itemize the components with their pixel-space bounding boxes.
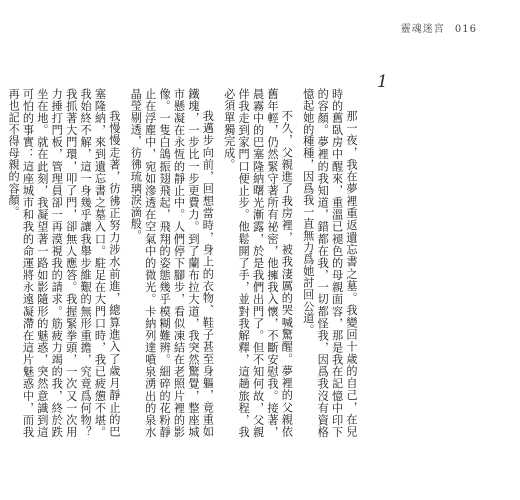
chapter-number: 1 (377, 72, 388, 92)
page-number: 016 (454, 24, 477, 35)
body-text (6, 88, 358, 438)
running-header (401, 20, 477, 35)
paragraph: 那一夜，我在夢裡重返遺忘書之墓。我變回十歲的自己，在兒時的舊臥房中醒來，重溫已褪色的母親面容，那是我在記憶中印下的容顏。夢裡的我知道，錯都在我，一切都怪我，因爲我沒有資格憶起她的種種，因爲我一直無力爲她討回公道。 (301, 88, 358, 438)
paragraph: 我邁步向前，回想當時，身上的衣物、鞋子甚至身軀，竟重如鐵塊，一步比一步更費力。到了蘭布拉大道，我突然驚覺，整座城市懸凝在永恆的靜止中。人們停下腳步，看似凍結在老照片裡的影像。一隻白鴿振翅飛起，飛翔的姿態幾乎模糊難辨。細碎的花粉靜止在浮塵中，宛如滲透在空氣中的微光。卡納列達噴泉湧出的泉水晶瑩剔透，彷彿琉璃淚滴般。 (129, 88, 215, 438)
book-title: 靈魂迷宮 (400, 24, 445, 35)
paragraph: 不久，父親進了我房裡，被我淒厲的哭喊驚醒。夢裡的父親依舊年輕，仍然緊守著所有祕密，他擁我入懷，不斷安慰我。接著，晨霧中的巴塞隆納曙光漸露，於是我們出門了。但不知何故，父親伴我走到家門口便止步。他鬆開了手，並對我解釋，這趟旅程，我必須單獨完成。 (222, 88, 294, 438)
paragraph: 我慢慢走著，彷彿正努力涉水前進，總算進入了歲月靜止的巴塞隆納，來到遺忘書之墓入口。駐足在大門口時，我已疲憊不堪。我始終不解，這一身幾乎讓我舉步維艱的無形重擔，究竟爲何物？我抓著大門環，叩了門，卻無人應答。我握緊拳頭，一次又一次用力捶打門板，管理員卻一再漠視我的請求。筋疲力竭的我，終於跌坐在地。就在此刻，我凝望著一路如影隨形的魅惑，突然意識到這可怕的事實：這座城市和我的命運將永遠凝滯在這片魅惑中，而我再也記不得母親的容顏。 (7, 88, 121, 438)
